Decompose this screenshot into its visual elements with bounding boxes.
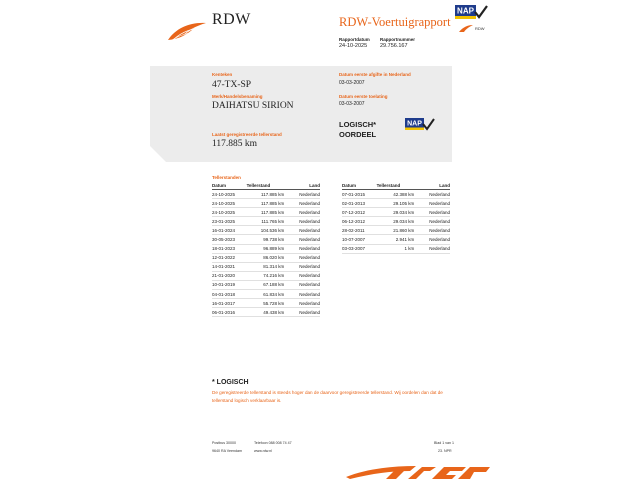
footer-page: Blad 1 van 1 xyxy=(434,441,454,445)
cell-odo: 2.941 km xyxy=(377,235,415,244)
table-row xyxy=(212,253,320,262)
plate-value: 47-TX-SP xyxy=(212,80,252,90)
cell-date: 10-07-2007 xyxy=(342,235,377,244)
table-row xyxy=(342,226,450,235)
cell-date: 07-01-2015 xyxy=(342,190,377,199)
cell-date: 24-10-2025 xyxy=(212,199,247,208)
cell-country: Nederland xyxy=(284,253,320,262)
cell-odo: 21.860 km xyxy=(377,226,415,235)
report-number-label: Rapportnummer xyxy=(380,37,416,42)
cell-country: Nederland xyxy=(414,244,450,253)
footer-code: 23. NPR xyxy=(438,449,452,453)
col-odo: Tellerstand xyxy=(247,182,285,190)
cell-odo: 29.034 km xyxy=(377,217,415,226)
first-admission-value: 03-03-2007 xyxy=(339,80,365,86)
cell-country: Nederland xyxy=(414,208,450,217)
col-date: Datum xyxy=(212,182,247,190)
cell-country: Nederland xyxy=(284,208,320,217)
table-row xyxy=(212,208,320,217)
cell-country: Nederland xyxy=(414,226,450,235)
verdict-line2: OORDEEL xyxy=(339,130,377,139)
cell-date: 21-01-2020 xyxy=(212,271,247,280)
cell-date: 04-01-2018 xyxy=(212,290,247,299)
table-row xyxy=(212,226,320,235)
table-header-row xyxy=(212,182,320,190)
cell-date: 02-01-2013 xyxy=(342,199,377,208)
cell-odo: 117.885 km xyxy=(247,199,285,208)
cell-date: 03-03-2007 xyxy=(342,244,377,253)
cell-date: 16-01-2024 xyxy=(212,226,247,235)
rdw-logo-icon xyxy=(166,20,208,42)
cell-country: Nederland xyxy=(284,290,320,299)
table-row xyxy=(212,308,320,317)
table-row xyxy=(342,244,450,253)
cell-country: Nederland xyxy=(284,217,320,226)
footer-web: www.rdw.nl xyxy=(254,449,272,453)
table-row xyxy=(212,262,320,271)
table-row xyxy=(342,190,450,199)
cell-odo: 96.889 km xyxy=(247,244,285,253)
cell-date: 24-10-2025 xyxy=(212,208,247,217)
cell-odo: 117.885 km xyxy=(247,208,285,217)
cell-odo: 74.216 km xyxy=(247,271,285,280)
first-registration-label: Datum eerste toelating xyxy=(339,94,388,99)
panel-fold xyxy=(150,146,166,162)
cell-odo: 61.834 km xyxy=(247,290,285,299)
cell-odo: 86.020 km xyxy=(247,253,285,262)
report-title: RDW-Voertuigrapport xyxy=(339,15,451,29)
cell-country: Nederland xyxy=(414,235,450,244)
first-registration-value: 03-03-2007 xyxy=(339,101,365,107)
cell-date: 12-01-2022 xyxy=(212,253,247,262)
note-title: * LOGISCH xyxy=(212,379,249,386)
cell-country: Nederland xyxy=(284,190,320,199)
cell-odo: 67.188 km xyxy=(247,280,285,289)
verdict xyxy=(339,120,376,140)
readings-table-left xyxy=(212,182,320,317)
cell-odo: 104.536 km xyxy=(247,226,285,235)
note-body: De geregistreerde tellerstand is steeds hoger dan de daarvoor geregistreerde tellerstand. Wij oordelen dan dat de tellerstand logisch verklaarbaar is. xyxy=(212,390,443,403)
report-date-label: Rapportdatum xyxy=(339,37,370,42)
cell-country: Nederland xyxy=(284,299,320,308)
odo-value: 117.885 km xyxy=(212,139,258,149)
cell-date: 07-12-2012 xyxy=(342,208,377,217)
mini-brand: RDW xyxy=(475,26,485,31)
table-row xyxy=(212,235,320,244)
table-row xyxy=(212,199,320,208)
report-date: 24-10-2025 xyxy=(339,43,368,49)
cell-odo: 99.738 km xyxy=(247,235,285,244)
verdict-line1: LOGISCH* xyxy=(339,120,377,129)
cell-date: 28-02-2011 xyxy=(342,226,377,235)
table-row xyxy=(342,235,450,244)
footer-ribbon-icon xyxy=(346,463,492,480)
col-odo: Tellerstand xyxy=(377,182,415,190)
vehicle-panel xyxy=(150,66,452,162)
col-date: Datum xyxy=(342,182,377,190)
table-header-row xyxy=(342,182,450,190)
cell-date: 30-05-2023 xyxy=(212,235,247,244)
cell-country: Nederland xyxy=(414,217,450,226)
cell-country: Nederland xyxy=(284,199,320,208)
cell-date: 16-01-2017 xyxy=(212,299,247,308)
table-row xyxy=(342,217,450,226)
report-number: 29.756.167 xyxy=(380,43,408,49)
cell-country: Nederland xyxy=(284,262,320,271)
cell-date: 24-10-2025 xyxy=(212,190,247,199)
table-row xyxy=(342,208,450,217)
cell-odo: 42.388 km xyxy=(377,190,415,199)
rdw-mini-logo-icon xyxy=(458,24,474,33)
cell-country: Nederland xyxy=(414,190,450,199)
cell-date: 10-01-2019 xyxy=(212,280,247,289)
table-row xyxy=(212,280,320,289)
table-row xyxy=(212,190,320,199)
nap-top-text: NAP xyxy=(457,6,474,16)
cell-odo: 55.728 km xyxy=(247,299,285,308)
cell-country: Nederland xyxy=(284,244,320,253)
cell-date: 06-12-2012 xyxy=(342,217,377,226)
cell-date: 23-01-2025 xyxy=(212,217,247,226)
cell-date: 14-01-2021 xyxy=(212,262,247,271)
table-row xyxy=(212,217,320,226)
footer-address1: Postbus 30000 xyxy=(212,441,236,445)
cell-country: Nederland xyxy=(284,235,320,244)
cell-odo: 49.438 km xyxy=(247,308,285,317)
make-label: Merk/Handelsbenaming xyxy=(212,94,263,99)
readings-table-right xyxy=(342,182,450,254)
first-admission-label: Datum eerste afgifte in Nederland xyxy=(339,72,411,77)
cell-country: Nederland xyxy=(284,280,320,289)
col-country: Land xyxy=(284,182,320,190)
table-row xyxy=(342,199,450,208)
cell-country: Nederland xyxy=(284,308,320,317)
col-country: Land xyxy=(414,182,450,190)
cell-country: Nederland xyxy=(284,226,320,235)
cell-date: 18-01-2023 xyxy=(212,244,247,253)
cell-odo: 111.765 km xyxy=(247,217,285,226)
nap-logo-icon xyxy=(455,5,488,20)
make-value: DAIHATSU SIRION xyxy=(212,101,294,111)
cell-odo: 117.885 km xyxy=(247,190,285,199)
cell-odo: 1 km xyxy=(377,244,415,253)
cell-odo: 29.034 km xyxy=(377,208,415,217)
footer-address2: 9640 RA Veendam xyxy=(212,449,242,453)
nap-check-icon xyxy=(405,118,435,131)
odo-label: Laatst geregistreerde tellerstand xyxy=(212,132,282,137)
cell-odo: 29.105 km xyxy=(377,199,415,208)
plate-label: Kenteken xyxy=(212,72,233,77)
cell-date: 06-01-2016 xyxy=(212,308,247,317)
nap-panel-text: NAP xyxy=(407,120,422,128)
table-row xyxy=(212,244,320,253)
cell-country: Nederland xyxy=(284,271,320,280)
brand-title: RDW xyxy=(212,11,251,28)
cell-country: Nederland xyxy=(414,199,450,208)
table-row xyxy=(212,290,320,299)
cell-odo: 81.314 km xyxy=(247,262,285,271)
readings-title: Tellerstanden xyxy=(212,175,241,180)
table-row xyxy=(212,271,320,280)
table-row xyxy=(212,299,320,308)
footer-phone: Telefoon 088 008 74 47 xyxy=(254,441,292,445)
